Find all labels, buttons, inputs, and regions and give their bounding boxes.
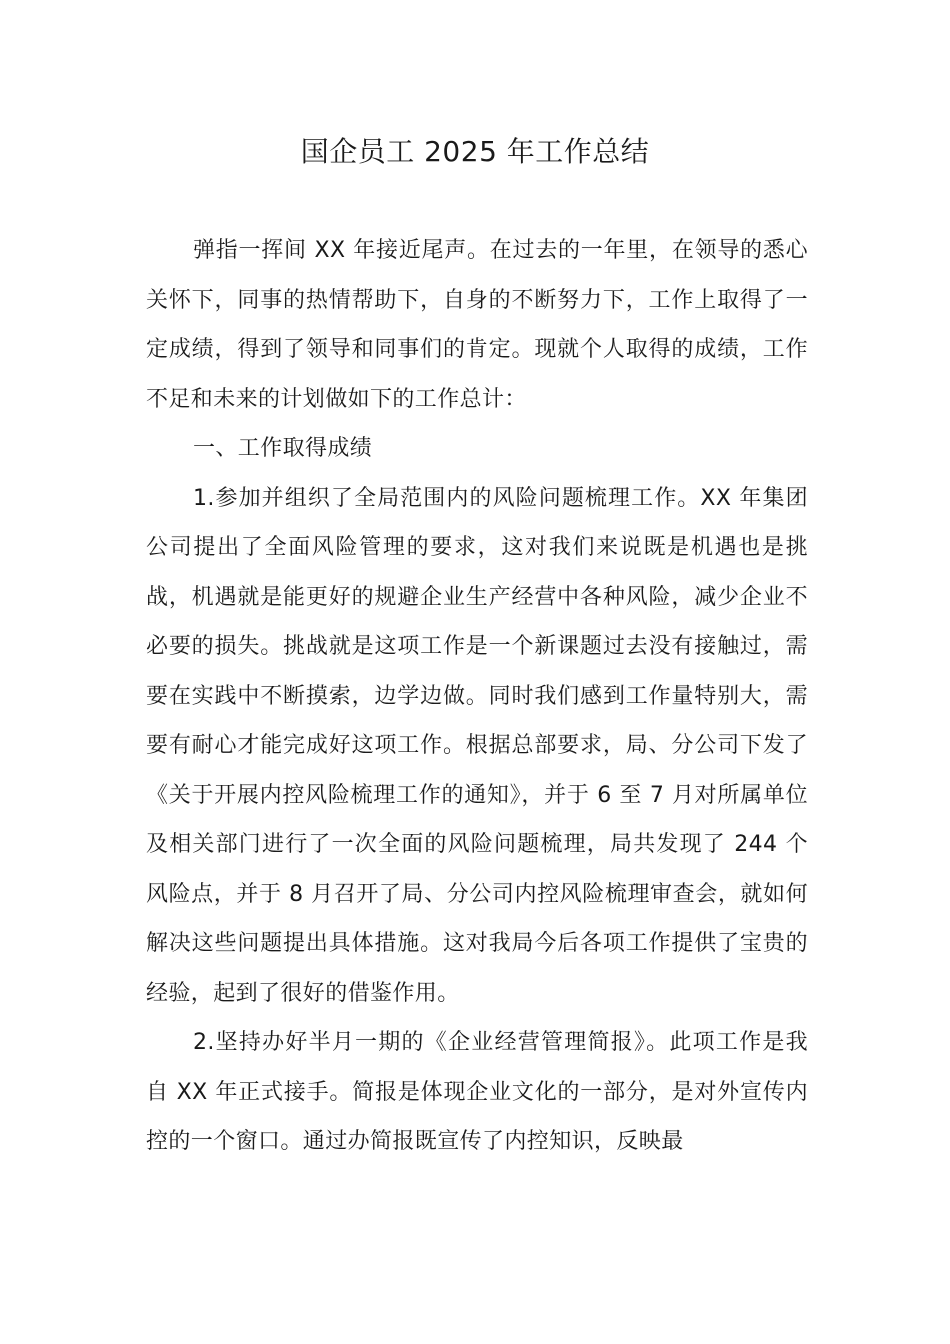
document-title: 国企员工 2025 年工作总结 xyxy=(300,135,650,168)
achievement-paragraph-1: 1.参加并组织了全局范围内的风险问题梳理工作。XX 年集团公司提出了全面风险管理的要求，这对我们来说既是机遇也是挑战，机遇就是能更好的规避企业生产经营中各种风险，减少企业不必要的损失。挑战就是这项工作是一个新课题过去没有接触过，需要在实践中不断摸索，边学边做。同时我们感到工作量特别大，需要有耐心才能完成好这项工作。根据总部要求，局、分公司下发了《关于开展内控风险梳理工作的通知》，并于 6 至 7 月对所属单位及相关部门进行了一次全面的风险问题梳理，局共发现了 244 个风险点，并于 8 月召开了局、分公司内控风险梳理审查会，就如何解决这些问题提出具体措施。这对我局今后各项工作提供了宝贵的经验，起到了很好的借鉴作用。 xyxy=(146,485,808,1006)
achievement-paragraph-2: 2.坚持办好半月一期的《企业经营管理简报》。此项工作是我自 XX 年正式接手。简报是体现企业文化的一部分，是对外宣传内控的一个窗口。通过办简报既宣传了内控知识，反映最 xyxy=(146,1030,808,1154)
document-body xyxy=(146,226,808,1167)
section-heading: 一、工作取得成绩 xyxy=(193,436,373,461)
intro-paragraph: 弹指一挥间 XX 年接近尾声。在过去的一年里，在领导的悉心关怀下，同事的热情帮助下，自身的不断努力下，工作上取得了一定成绩，得到了领导和同事们的肯定。现就个人取得的成绩，工作不足和未来的计划做如下的工作总计： xyxy=(146,238,808,412)
